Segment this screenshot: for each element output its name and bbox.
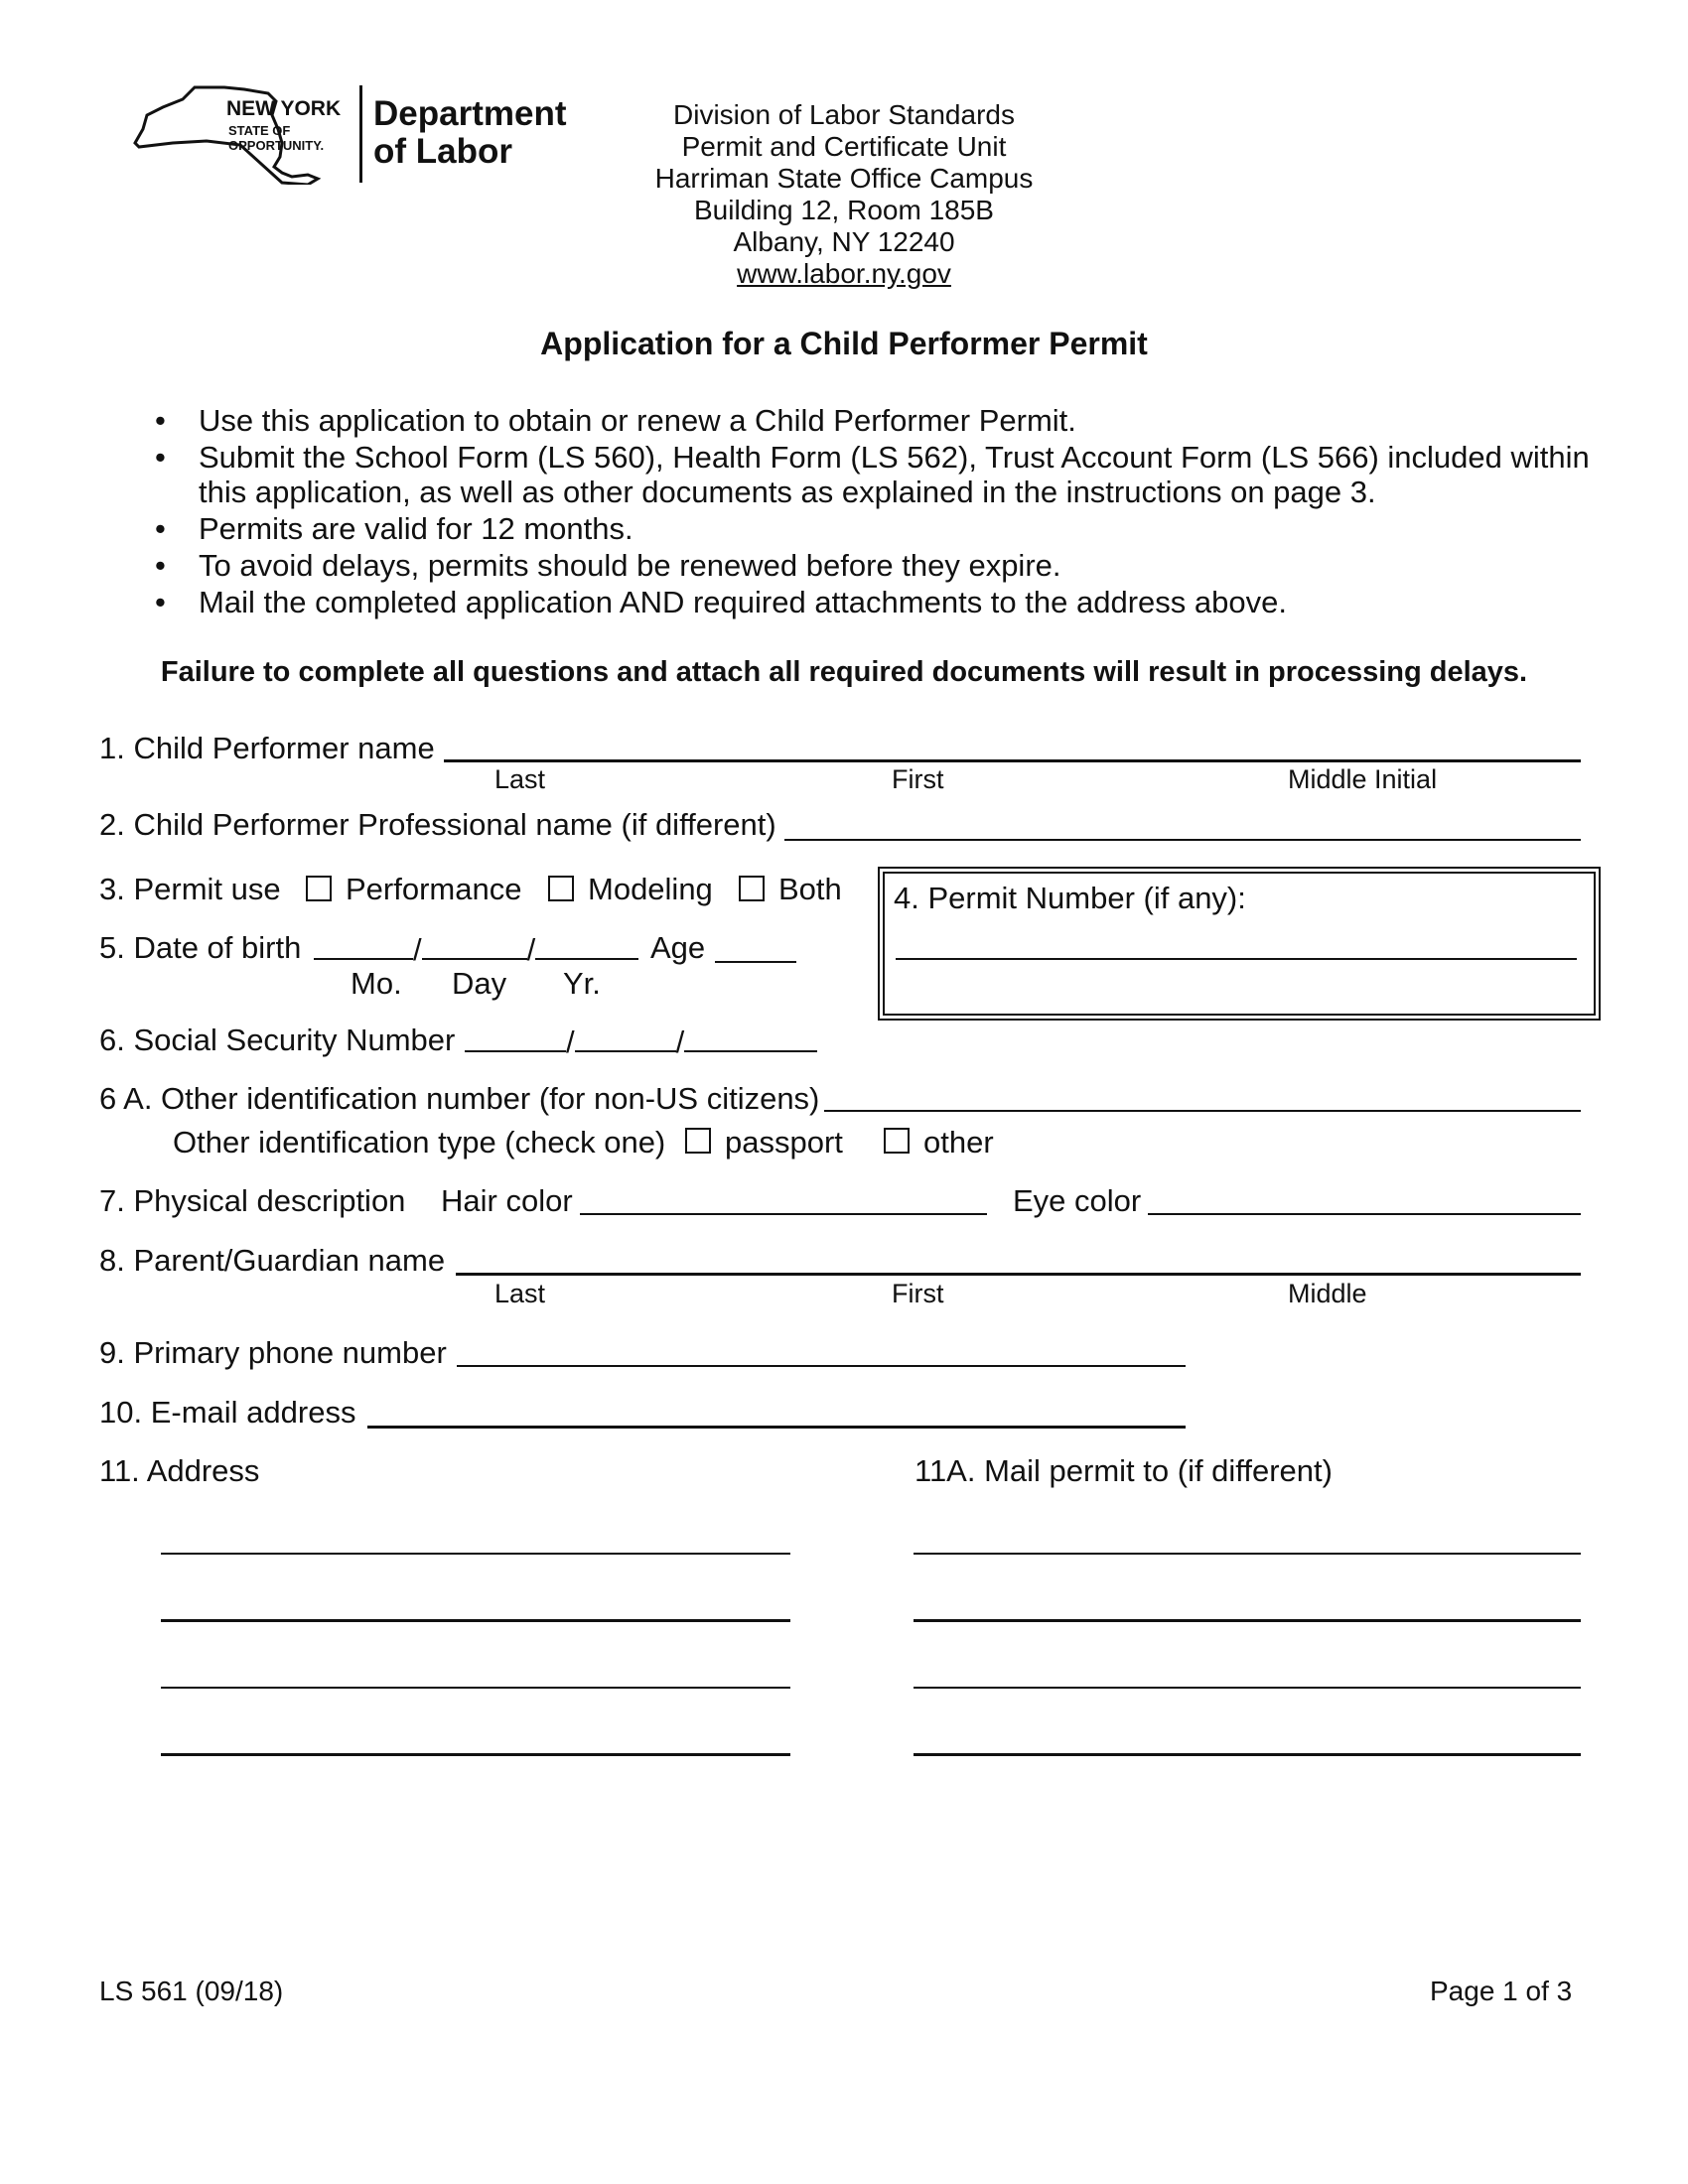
q7-hair-label: Hair color xyxy=(441,1183,573,1218)
logo-dept-line1: Department xyxy=(373,94,567,133)
q11-label: 11. Address xyxy=(99,1453,260,1488)
q5-yr-caption: Yr. xyxy=(563,966,601,1001)
address-line1: Division of Labor Standards xyxy=(673,99,1015,130)
form-id: LS 561 (09/18) xyxy=(99,1976,284,2006)
address-line3: Harriman State Office Campus xyxy=(654,163,1034,194)
logo-state-line1: NEW YORK xyxy=(226,97,342,120)
address-line5: Albany, NY 12240 xyxy=(733,226,955,257)
q1-middle-caption: Middle Initial xyxy=(1288,764,1438,794)
passport-label: passport xyxy=(725,1125,843,1160)
professional-name-field[interactable] xyxy=(784,809,1581,841)
performance-checkbox[interactable] xyxy=(306,876,332,901)
ssn-field[interactable]: / / xyxy=(465,1023,817,1060)
other-id-field[interactable] xyxy=(824,1082,1581,1112)
page-number: Page 1 of 3 xyxy=(1430,1976,1573,2006)
both-label: Both xyxy=(778,872,842,906)
mail-to-line-field[interactable] xyxy=(914,1729,1581,1756)
logo xyxy=(129,85,586,195)
email-field[interactable] xyxy=(367,1396,1186,1429)
child-name-field[interactable] xyxy=(444,730,1581,762)
logo-dept-line2: of Labor xyxy=(373,132,512,171)
q8-first-caption: First xyxy=(892,1279,944,1308)
logo-state-line3: OPPORTUNITY. xyxy=(228,138,325,153)
address-line-field[interactable] xyxy=(161,1663,790,1689)
q7-label: 7. Physical description xyxy=(99,1183,406,1218)
q4-label: 4. Permit Number (if any): xyxy=(894,881,1246,915)
page-title: Application for a Child Performer Permit xyxy=(540,326,1148,361)
q6a-type-label: Other identification type (check one) xyxy=(173,1125,666,1160)
list-item: • Permits are valid for 12 months. xyxy=(155,511,633,546)
eye-color-field[interactable] xyxy=(1148,1185,1581,1215)
address-line-field[interactable] xyxy=(161,1729,790,1756)
both-checkbox[interactable] xyxy=(739,876,765,901)
q2-label: 2. Child Performer Professional name (if different) xyxy=(99,807,776,842)
hair-color-field[interactable] xyxy=(580,1185,987,1215)
modeling-label: Modeling xyxy=(588,872,713,906)
q9-label: 9. Primary phone number xyxy=(99,1335,447,1370)
list-item: • Use this application to obtain or renew a Child Performer Permit. xyxy=(155,403,1076,438)
q1-first-caption: First xyxy=(892,764,944,794)
permit-number-box xyxy=(878,867,1601,1021)
q5-age-label: Age xyxy=(650,930,706,965)
passport-checkbox[interactable] xyxy=(685,1128,711,1154)
mail-to-line-field[interactable] xyxy=(914,1663,1581,1689)
warning-text: Failure to complete all questions and attach all required documents will result in processing delays. xyxy=(160,656,1528,688)
q5-day-caption: Day xyxy=(452,966,507,1001)
q8-last-caption: Last xyxy=(494,1279,546,1308)
permit-number-field[interactable] xyxy=(896,938,1577,960)
q5-label: 5. Date of birth xyxy=(99,930,302,965)
performance-label: Performance xyxy=(346,872,522,906)
mail-to-line-field[interactable] xyxy=(914,1595,1581,1622)
q7-eye-label: Eye color xyxy=(1013,1183,1142,1218)
address-line-field[interactable] xyxy=(161,1529,790,1555)
q6-label: 6. Social Security Number xyxy=(99,1023,456,1057)
q11a-label: 11A. Mail permit to (if different) xyxy=(914,1453,1333,1488)
list-item: this application, as well as other documents as explained in the instructions on page 3. xyxy=(199,475,1376,509)
list-item: • To avoid delays, permits should be renewed before they expire. xyxy=(155,548,1061,583)
website-link[interactable]: www.labor.ny.gov xyxy=(737,258,951,289)
q3-label: 3. Permit use xyxy=(99,872,281,906)
address-line-field[interactable] xyxy=(161,1595,790,1622)
guardian-name-field[interactable] xyxy=(456,1243,1581,1276)
list-item: • Submit the School Form (LS 560), Health Form (LS 562), Trust Account Form (LS 566) included within xyxy=(155,440,1590,475)
q6a-label: 6 A. Other identification number (for non-US citizens) xyxy=(99,1081,820,1116)
agency-address xyxy=(596,99,1092,290)
logo-divider xyxy=(359,85,362,183)
dob-field[interactable]: / / xyxy=(314,930,638,968)
age-field[interactable] xyxy=(715,933,796,963)
q5-mo-caption: Mo. xyxy=(351,966,402,1001)
phone-field[interactable] xyxy=(457,1337,1186,1367)
q1-label: 1. Child Performer name xyxy=(99,731,435,765)
other-id-checkbox[interactable] xyxy=(884,1128,910,1154)
address-line4: Building 12, Room 185B xyxy=(694,195,994,225)
list-item: • Mail the completed application AND required attachments to the address above. xyxy=(155,585,1287,619)
q10-label: 10. E-mail address xyxy=(99,1395,356,1430)
q8-middle-caption: Middle xyxy=(1288,1279,1367,1308)
address-line2: Permit and Certificate Unit xyxy=(681,131,1007,162)
q8-label: 8. Parent/Guardian name xyxy=(99,1243,446,1278)
logo-state-line2: STATE OF xyxy=(228,123,291,138)
modeling-checkbox[interactable] xyxy=(548,876,574,901)
instructions-list xyxy=(99,403,1648,620)
q1-last-caption: Last xyxy=(494,764,546,794)
other-id-label: other xyxy=(923,1125,994,1160)
mail-to-line-field[interactable] xyxy=(914,1529,1581,1555)
